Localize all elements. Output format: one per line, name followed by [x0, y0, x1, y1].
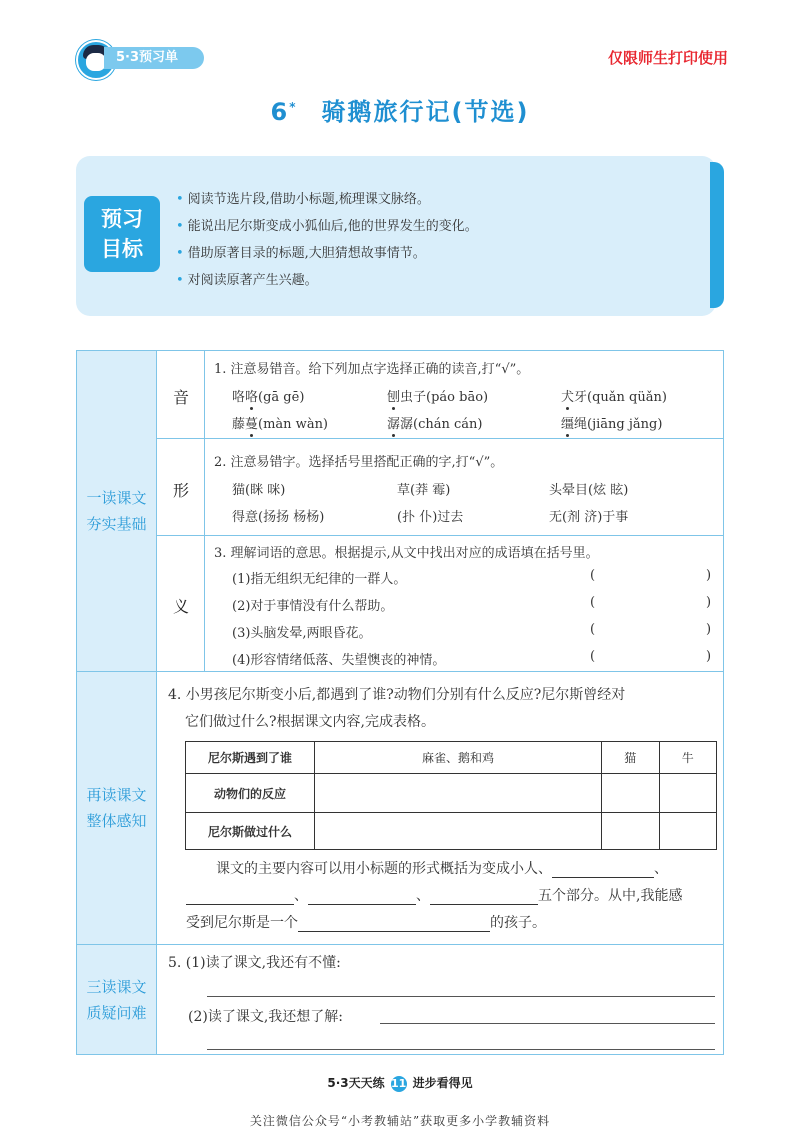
summary-line-2: 、 、 五个部分。从中,我能感	[186, 885, 682, 905]
section-label-first-reading: 一读课文 夯实基础	[77, 351, 157, 671]
blank-line[interactable]	[308, 888, 416, 905]
sub-label-form: 形	[172, 481, 189, 500]
answer-paren-close: )	[706, 568, 712, 583]
question-5-2: (2)读了课文,我还想了解:	[188, 1009, 343, 1025]
answer-paren-open[interactable]: (	[590, 622, 596, 637]
page-number: 11	[390, 1077, 407, 1090]
column-header: 猫	[602, 742, 659, 774]
question-2: 2. 注意易错字。选择括号里搭配正确的字,打“√”。	[214, 455, 504, 470]
row-header-met: 尼尔斯遇到了谁	[186, 742, 315, 774]
goal-item: • 对阅读原著产生兴趣。	[176, 267, 478, 294]
char-choice: 猫(眯 咪)	[232, 483, 286, 498]
animal-table	[185, 741, 717, 850]
page-footer	[0, 1074, 800, 1092]
row-header-actions: 尼尔斯做过什么	[186, 813, 315, 850]
idiom-prompt: (3)头脑发晕,两眼昏花。	[232, 626, 372, 641]
answer-paren-close: )	[706, 622, 712, 637]
char-choice: (扑 仆)过去	[397, 510, 464, 525]
pinyin-item: 潺潺(chán cán)	[387, 417, 483, 432]
question-4-line2: 它们做过什么?根据课文内容,完成表格。	[185, 714, 435, 730]
answer-line[interactable]	[207, 996, 715, 997]
question-1: 1. 注意易错音。给下列加点字选择正确的读音,打“√”。	[214, 362, 530, 377]
answer-line[interactable]	[207, 1049, 715, 1050]
sub-label-sound: 音	[172, 388, 189, 407]
table-cell-blank[interactable]	[659, 774, 716, 813]
answer-paren-open[interactable]: (	[590, 568, 596, 583]
row-header-reaction: 动物们的反应	[186, 774, 315, 813]
answer-paren-close: )	[706, 595, 712, 610]
divider	[77, 671, 723, 672]
table-cell-blank[interactable]	[315, 813, 602, 850]
column-header: 牛	[659, 742, 716, 774]
pinyin-item: 犬牙(quǎn qüǎn)	[561, 390, 667, 405]
footer-series: 5·3天天练	[327, 1076, 385, 1090]
summary-line-1: 课文的主要内容可以用小标题的形式概括为变成小人、 、	[216, 861, 668, 877]
char-choice: 得意(扬扬 杨杨)	[232, 510, 325, 525]
blank-line[interactable]	[552, 861, 654, 878]
series-badge: 5·3预习单	[104, 47, 204, 69]
sub-label-meaning: 义	[172, 597, 189, 616]
blank-line[interactable]	[430, 888, 538, 905]
pinyin-item: 藤蔓(màn wàn)	[232, 417, 329, 432]
table-cell-blank[interactable]	[659, 813, 716, 850]
lesson-number: 6*	[270, 98, 298, 126]
answer-paren-close: )	[706, 649, 712, 664]
divider	[157, 535, 723, 536]
footer-slogan: 进步看得见	[412, 1076, 473, 1090]
pinyin-item: 刨虫子(páo bāo)	[387, 390, 489, 405]
question-3: 3. 理解词语的意思。根据提示,从文中找出对应的成语填在括号里。	[214, 546, 599, 561]
section-label-third-reading: 三读课文 质疑问难	[77, 945, 157, 1054]
goals-panel-edge	[710, 162, 724, 308]
answer-paren-open[interactable]: (	[590, 595, 596, 610]
column-header: 麻雀、鹅和鸡	[315, 742, 602, 774]
char-choice: 草(莽 霉)	[397, 483, 451, 498]
divider	[77, 944, 723, 945]
divider	[157, 438, 723, 439]
answer-paren-open[interactable]: (	[590, 649, 596, 664]
goal-item: • 借助原著目录的标题,大胆猜想故事情节。	[176, 240, 478, 267]
pinyin-item: 缰绳(jiāng jǎng)	[561, 417, 663, 432]
answer-line[interactable]	[380, 1023, 715, 1024]
question-4-line1: 4. 小男孩尼尔斯变小后,都遇到了谁?动物们分别有什么反应?尼尔斯曾经对	[168, 687, 626, 703]
idiom-prompt: (2)对于事情没有什么帮助。	[232, 599, 394, 614]
goals-label: 预习 目标	[84, 196, 160, 272]
table-cell-blank[interactable]	[315, 774, 602, 813]
question-5-1: 5. (1)读了课文,我还有不懂:	[168, 955, 341, 971]
goal-item: • 阅读节选片段,借助小标题,梳理课文脉络。	[176, 186, 478, 213]
blank-line[interactable]	[298, 915, 490, 932]
idiom-prompt: (1)指无组织无纪律的一群人。	[232, 572, 407, 587]
table-cell-blank[interactable]	[602, 774, 659, 813]
summary-line-3: 受到尼尔斯是一个 的孩子。	[186, 915, 546, 931]
section-label-second-reading: 再读课文 整体感知	[77, 672, 157, 944]
promo-note: 关注微信公众号“小考教辅站”获取更多小学教辅资料	[249, 1114, 551, 1128]
lesson-title	[0, 92, 800, 127]
char-choice: 无(剂 济)于事	[549, 510, 629, 525]
print-notice: 仅限师生打印使用	[607, 49, 728, 67]
lesson-title-text: 骑鹅旅行记(节选)	[321, 98, 530, 126]
goals-list	[176, 186, 478, 294]
pinyin-item: 咯咯(gā gē)	[232, 390, 305, 405]
table-cell-blank[interactable]	[602, 813, 659, 850]
idiom-prompt: (4)形容情绪低落、失望懊丧的神情。	[232, 653, 446, 668]
goal-item: • 能说出尼尔斯变成小狐仙后,他的世界发生的变化。	[176, 213, 478, 240]
blank-line[interactable]	[186, 888, 294, 905]
char-choice: 头晕目(炫 眩)	[549, 483, 629, 498]
